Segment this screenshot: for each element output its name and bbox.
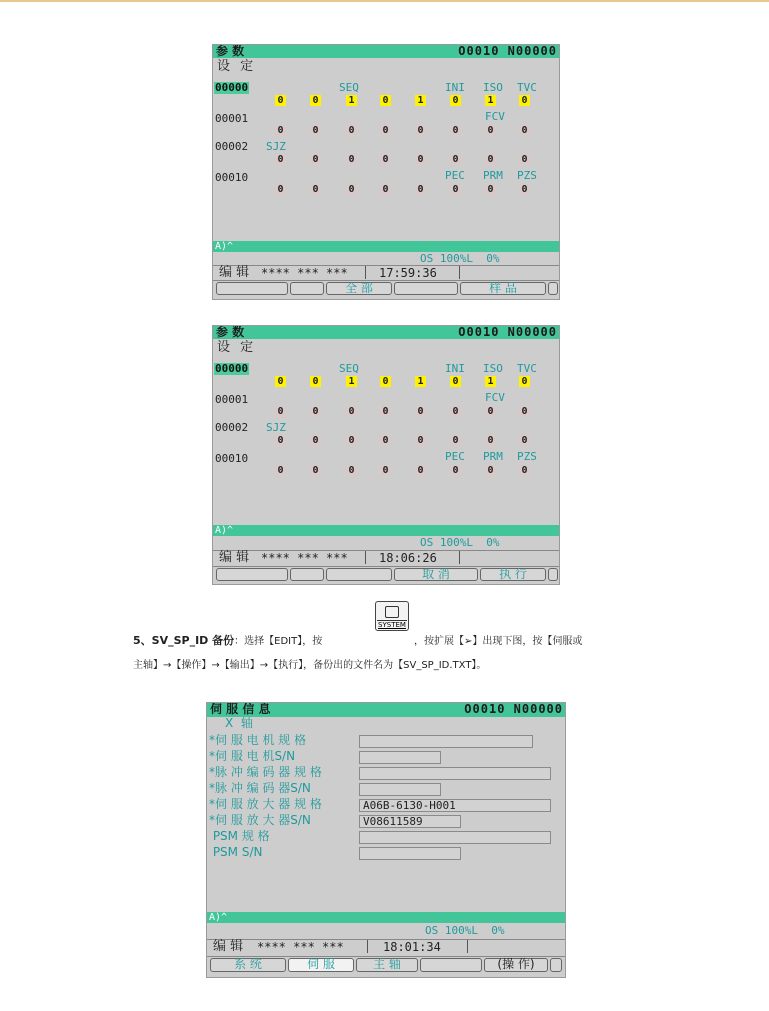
param-number-00010[interactable]: 00010	[215, 452, 249, 465]
field-psm-spec[interactable]	[359, 831, 551, 844]
bit-cell[interactable]: 0	[450, 406, 461, 417]
bit-label-prm: PRM	[483, 169, 503, 182]
bit-cell[interactable]: 0	[519, 376, 530, 387]
mode-stars: **** *** ***	[257, 940, 344, 954]
bit-cell[interactable]: 0	[275, 406, 286, 417]
mode-row	[213, 550, 559, 564]
divider	[467, 940, 468, 953]
bit-cell[interactable]: 0	[519, 406, 530, 417]
bit-cell[interactable]: 1	[346, 376, 357, 387]
softkey-system[interactable]: 系 统	[210, 958, 286, 972]
bit-label-seq: SEQ	[339, 81, 359, 94]
bit-cell[interactable]: 0	[346, 125, 357, 136]
program-number: O0010 N00000	[458, 325, 557, 339]
bit-label-sjz: SJZ	[266, 421, 286, 434]
screen-title: 参 数	[216, 44, 245, 58]
bit-cell[interactable]: 0	[275, 154, 286, 165]
bit-cell[interactable]: 0	[275, 435, 286, 446]
softkey-1[interactable]	[216, 282, 288, 295]
label-motor-sn: *伺 服 电 机S/N	[209, 749, 296, 763]
status-indicator: OS 100%L 0%	[420, 252, 500, 265]
bit-cell[interactable]: 0	[275, 125, 286, 136]
bit-label-iso: ISO	[483, 362, 503, 375]
label-amp-sn: *伺 服 放 大 器S/N	[209, 813, 311, 827]
title-bar	[213, 45, 559, 58]
bit-cell[interactable]: 0	[450, 376, 461, 387]
bit-cell[interactable]: 0	[450, 154, 461, 165]
bit-label-iso: ISO	[483, 81, 503, 94]
bit-cell[interactable]: 0	[275, 184, 286, 195]
clock: 17:59:36	[379, 266, 437, 280]
clock: 18:01:34	[383, 940, 441, 954]
softkey-spindle[interactable]: 主 轴	[356, 958, 418, 972]
bit-cell[interactable]: 0	[380, 465, 391, 476]
bit-cell[interactable]: 0	[346, 435, 357, 446]
bit-cell[interactable]: 0	[415, 125, 426, 136]
label-psm-sn: PSM S/N	[209, 845, 263, 859]
field-motor-sn[interactable]	[359, 751, 441, 764]
program-number: O0010 N00000	[458, 44, 557, 58]
field-psm-sn[interactable]	[359, 847, 461, 860]
softkey-next[interactable]	[548, 568, 558, 581]
bit-cell[interactable]: 1	[415, 376, 426, 387]
softkey-sample[interactable]: 样 品	[460, 282, 546, 295]
label-encoder-sn: *脉 冲 编 码 器S/N	[209, 781, 311, 795]
param-number-00010[interactable]: 00010	[215, 171, 249, 184]
softkey-bar	[213, 566, 559, 581]
bit-cell[interactable]: 0	[415, 435, 426, 446]
servo-info-screen	[206, 702, 566, 978]
input-line[interactable]	[207, 912, 565, 923]
bit-cell[interactable]: 0	[380, 125, 391, 136]
label-psm-spec: PSM 规 格	[209, 829, 270, 843]
input-line[interactable]	[213, 241, 559, 252]
param-number-00001[interactable]: 00001	[215, 393, 249, 406]
divider	[459, 551, 460, 564]
bit-cell[interactable]: 0	[380, 376, 391, 387]
param-number-00000[interactable]: 00000	[215, 81, 249, 94]
param-number-00002[interactable]: 00002	[215, 421, 249, 434]
input-prompt: A)^	[215, 525, 234, 536]
bit-cell[interactable]: 0	[346, 465, 357, 476]
bit-cell[interactable]: 0	[485, 184, 496, 195]
field-encoder-sn[interactable]	[359, 783, 441, 796]
system-key-icon	[385, 606, 399, 618]
title-bar	[207, 703, 565, 717]
mode-row	[207, 939, 565, 953]
input-prompt: A)^	[215, 241, 234, 252]
bit-cell[interactable]: 0	[310, 435, 321, 446]
field-amp-spec[interactable]: A06B-6130-H001	[359, 799, 551, 812]
bit-cell[interactable]: 0	[485, 465, 496, 476]
bit-cell[interactable]: 0	[415, 184, 426, 195]
bit-cell[interactable]: 0	[485, 406, 496, 417]
softkey-all[interactable]: 全 部	[326, 282, 392, 295]
bit-label-tvc: TVC	[517, 81, 537, 94]
axis-label: X 轴	[225, 716, 253, 730]
program-number: O0010 N00000	[464, 702, 563, 716]
bit-cell[interactable]: 0	[380, 406, 391, 417]
mode-label: 编 辑	[219, 550, 250, 565]
bit-cell[interactable]: 0	[380, 95, 391, 106]
bit-cell[interactable]: 0	[485, 154, 496, 165]
mode-stars: **** *** ***	[261, 266, 348, 280]
label-amp-spec: *伺 服 放 大 器 规 格	[209, 797, 322, 811]
bit-cell[interactable]: 0	[519, 154, 530, 165]
bit-label-sjz: SJZ	[266, 140, 286, 153]
bit-label-pec: PEC	[445, 450, 465, 463]
clock: 18:06:26	[379, 551, 437, 565]
softkey-execute[interactable]: 执 行	[480, 568, 546, 581]
instruction-line-1b: ，按扩展【➢】出现下图，按【伺服或	[414, 636, 583, 647]
softkey-next[interactable]	[548, 282, 558, 295]
bit-cell[interactable]: 0	[310, 465, 321, 476]
softkey-servo[interactable]: 伺 服	[288, 958, 354, 972]
bit-cell[interactable]: 0	[346, 154, 357, 165]
bit-label-pzs: PZS	[517, 450, 537, 463]
mode-label: 编 辑	[213, 939, 244, 954]
bit-cell[interactable]: 0	[450, 125, 461, 136]
title-bar	[213, 326, 559, 339]
softkey-cancel[interactable]: 取 消	[394, 568, 478, 581]
bit-label-pzs: PZS	[517, 169, 537, 182]
softkey-2[interactable]	[290, 568, 324, 581]
mode-label: 编 辑	[219, 265, 250, 280]
status-indicator: OS 100%L 0%	[425, 924, 505, 937]
system-key-label: SYSTEM	[378, 621, 406, 629]
bit-cell[interactable]: 0	[275, 376, 286, 387]
bit-label-ini: INI	[445, 362, 465, 375]
bit-cell[interactable]: 0	[310, 154, 321, 165]
softkey-1[interactable]	[216, 568, 288, 581]
instruction-text-a: ：选择【EDIT】，按	[234, 636, 323, 647]
bit-cell[interactable]: 1	[415, 95, 426, 106]
label-encoder-spec: *脉 冲 编 码 器 规 格	[209, 765, 322, 779]
bit-label-pec: PEC	[445, 169, 465, 182]
bit-cell[interactable]: 0	[415, 154, 426, 165]
softkey-4[interactable]	[394, 282, 458, 295]
bit-cell[interactable]: 0	[310, 95, 321, 106]
bit-label-prm: PRM	[483, 450, 503, 463]
bit-cell[interactable]: 1	[485, 95, 496, 106]
bit-cell[interactable]: 0	[346, 406, 357, 417]
param-screen-2	[212, 325, 560, 585]
setting-label: 设 定	[217, 59, 257, 74]
divider	[365, 266, 366, 279]
bit-cell[interactable]: 0	[380, 154, 391, 165]
divider	[367, 940, 368, 953]
bit-cell[interactable]: 0	[485, 125, 496, 136]
softkey-4[interactable]	[420, 958, 482, 972]
bit-cell[interactable]: 0	[450, 435, 461, 446]
bit-cell[interactable]: 0	[519, 95, 530, 106]
bit-cell[interactable]: 0	[519, 435, 530, 446]
bit-cell[interactable]: 1	[346, 95, 357, 106]
bit-cell[interactable]: 0	[380, 184, 391, 195]
bit-cell[interactable]: 0	[519, 184, 530, 195]
instruction-line-2: 主轴】→【操作】→【输出】→【执行】，备份出的文件名为【SV_SP_ID.TXT】。	[133, 660, 487, 671]
divider	[459, 266, 460, 279]
input-line[interactable]	[213, 525, 559, 536]
status-indicator: OS 100%L 0%	[420, 536, 500, 549]
softkey-bar	[213, 280, 559, 295]
bit-cell[interactable]: 0	[346, 184, 357, 195]
section-heading: 5、SV_SP_ID 备份	[133, 634, 235, 647]
bit-label-ini: INI	[445, 81, 465, 94]
bit-cell[interactable]: 0	[415, 465, 426, 476]
bit-cell[interactable]: 0	[310, 406, 321, 417]
label-motor-spec: *伺 服 电 机 规 格	[209, 733, 307, 747]
bit-label-fcv: FCV	[485, 391, 505, 404]
bit-label-seq: SEQ	[339, 362, 359, 375]
softkey-next[interactable]	[550, 958, 562, 972]
param-screen-1	[212, 44, 560, 300]
bit-cell[interactable]: 0	[380, 435, 391, 446]
field-amp-sn[interactable]: V08611589	[359, 815, 461, 828]
bit-label-fcv: FCV	[485, 110, 505, 123]
input-prompt: A)^	[209, 912, 228, 923]
instruction-line-1	[133, 632, 322, 648]
bit-cell[interactable]: 0	[519, 125, 530, 136]
softkey-2[interactable]	[290, 282, 324, 295]
setting-label: 设 定	[217, 340, 257, 355]
top-rule	[0, 0, 769, 2]
bit-cell[interactable]: 0	[450, 465, 461, 476]
screen-title: 伺 服 信 息	[210, 702, 271, 716]
bit-cell[interactable]: 0	[310, 125, 321, 136]
softkey-bar	[207, 956, 565, 973]
field-motor-spec[interactable]	[359, 735, 533, 748]
bit-cell[interactable]: 0	[275, 465, 286, 476]
bit-cell[interactable]: 0	[485, 435, 496, 446]
param-number-00002[interactable]: 00002	[215, 140, 249, 153]
bit-label-tvc: TVC	[517, 362, 537, 375]
bit-cell[interactable]: 0	[415, 406, 426, 417]
bit-cell[interactable]: 0	[310, 376, 321, 387]
mode-stars: **** *** ***	[261, 551, 348, 565]
param-number-00000[interactable]: 00000	[215, 362, 249, 375]
divider	[365, 551, 366, 564]
bit-cell[interactable]: 0	[275, 95, 286, 106]
bit-cell[interactable]: 0	[310, 184, 321, 195]
mode-row	[213, 265, 559, 279]
system-key	[375, 601, 409, 631]
param-number-00001[interactable]: 00001	[215, 112, 249, 125]
softkey-3[interactable]	[326, 568, 392, 581]
softkey-operation[interactable]: (操 作)	[484, 958, 548, 972]
bit-cell[interactable]: 0	[519, 465, 530, 476]
bit-cell[interactable]: 1	[485, 376, 496, 387]
bit-cell[interactable]: 0	[450, 95, 461, 106]
screen-title: 参 数	[216, 325, 245, 339]
field-encoder-spec[interactable]	[359, 767, 551, 780]
bit-cell[interactable]: 0	[450, 184, 461, 195]
